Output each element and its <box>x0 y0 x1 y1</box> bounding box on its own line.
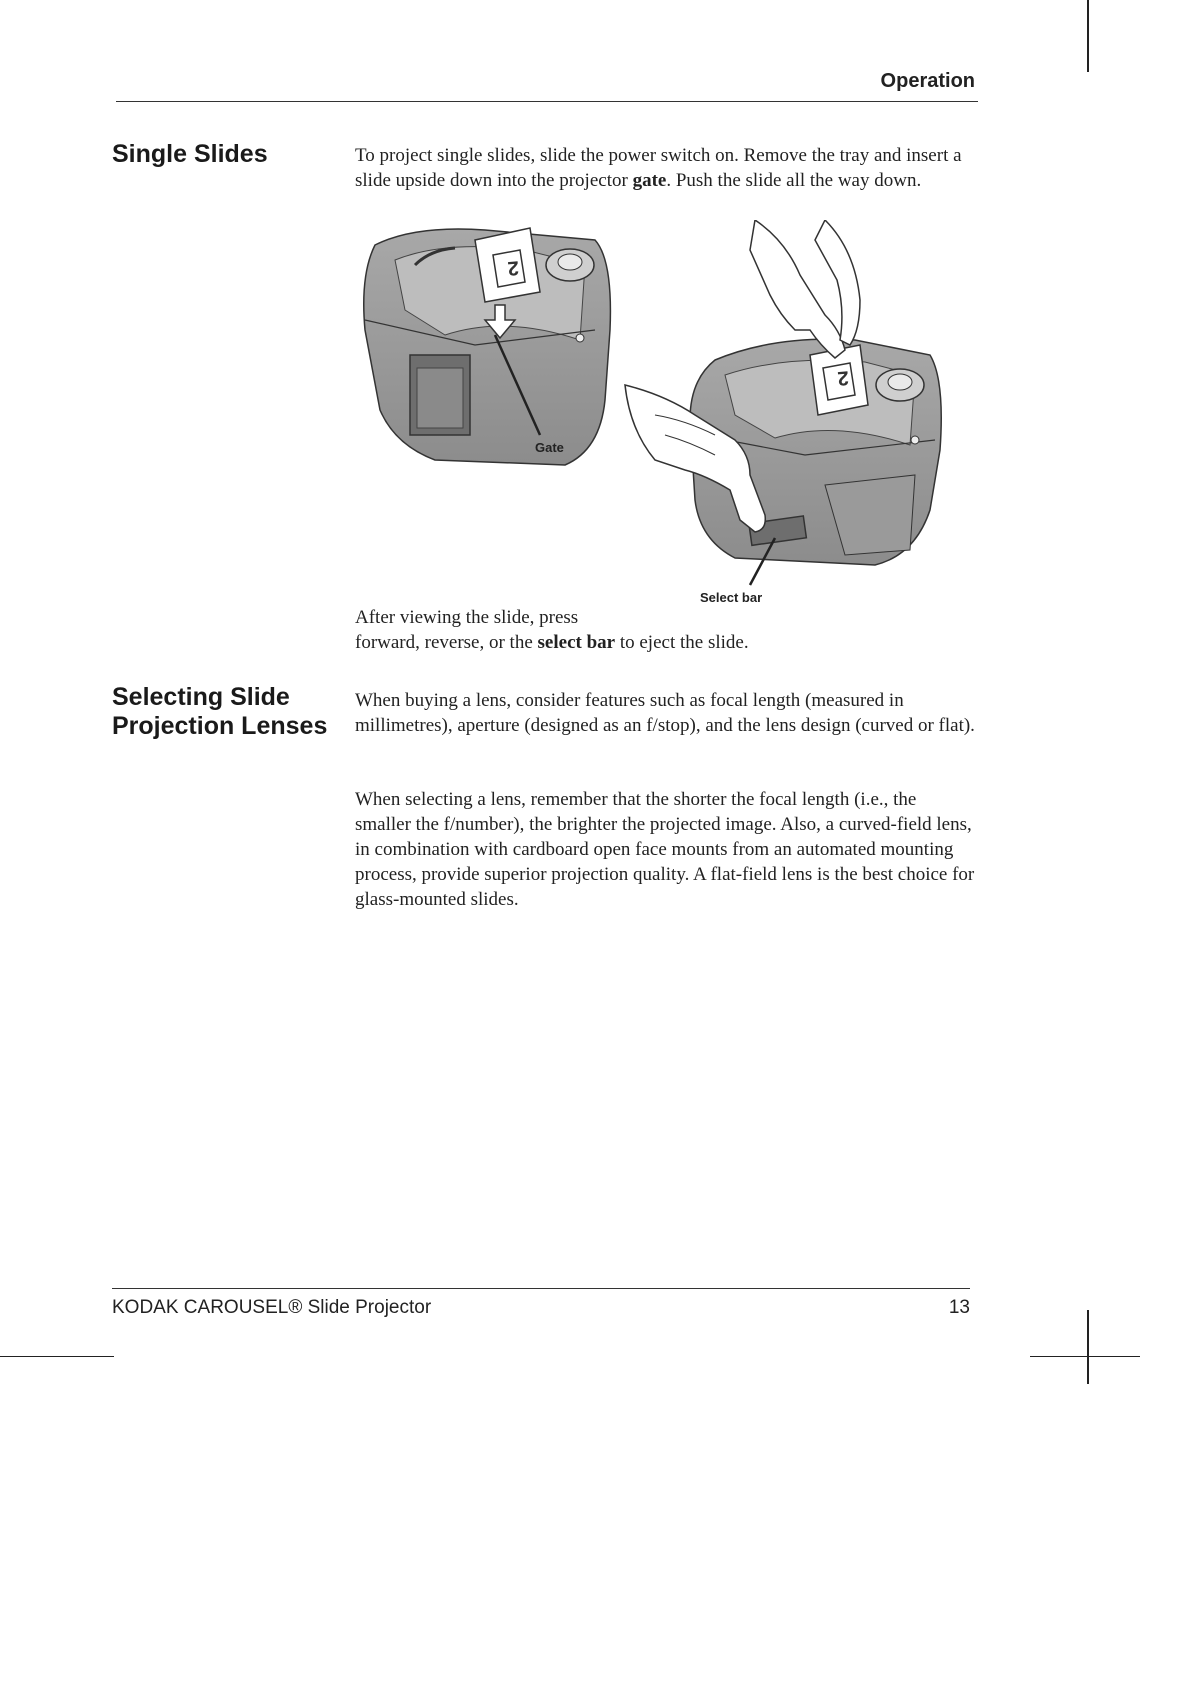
footer-product-name: KODAK CAROUSEL® Slide Projector <box>112 1297 432 1318</box>
select-bar-label: Select bar <box>700 590 763 605</box>
crop-mark-top-right-vertical <box>1087 0 1089 72</box>
crop-mark-bottom-left-horizontal <box>0 1356 114 1357</box>
slide-number-left: 2 <box>506 256 520 280</box>
heading-lenses-line1: Selecting Slide <box>112 683 290 711</box>
running-header: Operation <box>880 70 975 92</box>
single-slides-intro <box>355 143 975 193</box>
projector-illustration <box>355 220 955 610</box>
gate-label: Gate <box>535 440 564 455</box>
slide-number-right: 2 <box>836 366 850 390</box>
left-projector-drawing <box>364 228 611 465</box>
after-text-1: forward, reverse, or the <box>355 632 538 653</box>
footer-page-number: 13 <box>948 1297 970 1318</box>
after-viewing-line2 <box>355 630 975 655</box>
after-text-2: to eject the slide. <box>615 632 749 653</box>
projector-illustration-svg <box>355 220 955 610</box>
heading-selecting-lenses <box>112 683 327 741</box>
crop-mark-bottom-right-horizontal <box>1030 1356 1140 1357</box>
intro-text-2: . Push the slide all the way down. <box>666 170 922 191</box>
footer-rule <box>112 1288 970 1289</box>
intro-text-bold-gate: gate <box>632 170 667 191</box>
after-viewing-line1: After viewing the slide, press <box>355 607 579 628</box>
right-projector-drawing <box>625 220 941 605</box>
intro-text-1: To project single slides, slide the power switch on. Remove the tray and insert a slide upside down into the projector <box>355 145 962 191</box>
heading-single-slides: Single Slides <box>112 140 268 168</box>
lenses-paragraph-1: When buying a lens, consider features such as focal length (measured in millimetres), aperture (designed as an f/stop), and the lens design (curved or flat). <box>355 690 975 736</box>
after-text-bold-select-bar: select bar <box>537 632 616 653</box>
lenses-paragraph-2: When selecting a lens, remember that the shorter the focal length (i.e., the smaller the f/number), the brighter the projected image. Also, a curved-field lens, in combination with cardboard open face mounts from an automated mounting process, provide superior projection quality. A flat-field lens is the best choice for glass-mounted slides. <box>355 789 975 910</box>
header-rule <box>116 101 978 102</box>
heading-lenses-line2: Projection Lenses <box>112 712 328 740</box>
crop-mark-bottom-right-vertical <box>1087 1310 1089 1384</box>
after-viewing-text <box>355 605 975 655</box>
